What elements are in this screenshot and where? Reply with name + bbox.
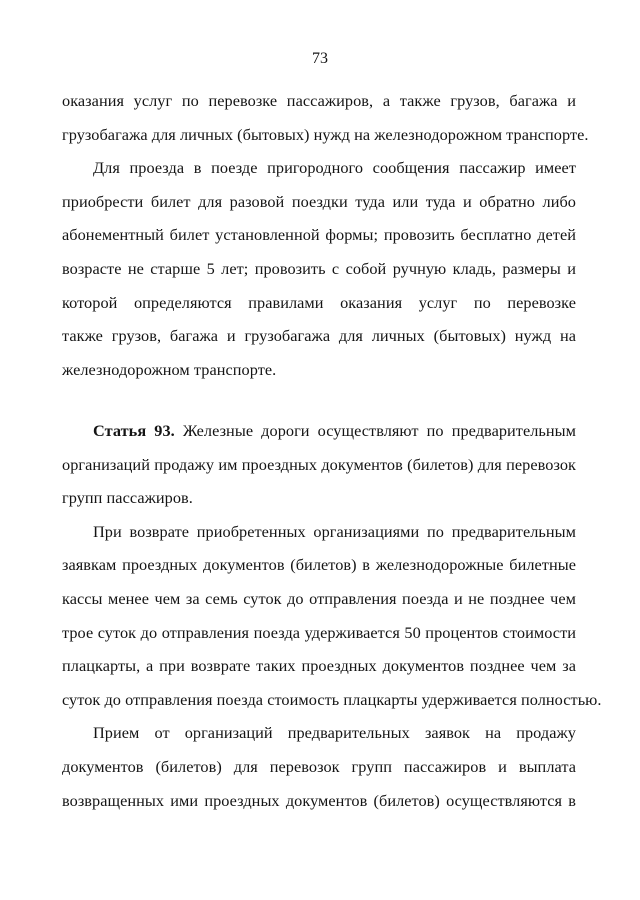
paragraph-block-1 — [62, 84, 589, 386]
text-line: При возврате приобретенных организациями по предварительным — [93, 521, 576, 541]
text-line: возвращенных ими проездных документов (билетов) осуществляются в — [62, 790, 576, 810]
text-line: оказания услуг по перевозке пассажиров, а также грузов, багажа и — [62, 91, 576, 110]
text-line: суток до отправления поезда стоимость плацкарты удерживается полностью. — [62, 689, 602, 709]
text-line: возрасте не старше 5 лет; провозить с собой ручную кладь, размеры и — [62, 258, 576, 278]
text-line: железнодорожном транспорте. — [62, 359, 277, 379]
article-93 — [62, 414, 602, 817]
text-line: заявкам проездных документов (билетов) в железнодорожные билетные — [62, 555, 576, 575]
page-number: 73 — [312, 50, 328, 67]
text-line: также грузов, багажа и грузобагажа для личных (бытовых) нужд на — [62, 326, 576, 346]
article-first-line-text: Железные дороги осуществляют по предварительным — [182, 421, 576, 440]
text-line: приобрести билет для разовой поездки туда или туда и обратно либо — [62, 191, 576, 211]
text-line: групп пассажиров. — [62, 488, 193, 508]
text-line: которой определяются правилами оказания услуг по перевозке — [62, 292, 576, 312]
text-line: Для проезда в поезде пригородного сообщения пассажир имеет — [93, 158, 576, 178]
text-line: документов (билетов) для перевозок групп пассажиров и выплата — [62, 756, 576, 776]
text-line: плацкарты, а при возврате таких проездных документов позднее чем за — [62, 656, 576, 676]
text-line: трое суток до отправления поезда удерживается 50 процентов стоимости — [62, 622, 576, 642]
article-heading: Статья 93. — [93, 421, 175, 440]
text-line: кассы менее чем за семь суток до отправления поезда и не позднее чем — [62, 588, 576, 608]
text-line: Прием от организаций предварительных заявок на продажу — [93, 723, 576, 743]
article-first-line — [62, 414, 576, 448]
text-line: организаций продажу им проездных документов (билетов) для перевозок — [62, 454, 576, 474]
text-line: абонементный билет установленной формы; провозить бесплатно детей — [62, 225, 576, 245]
text-line: грузобагажа для личных (бытовых) нужд на железнодорожном транспорте. — [62, 124, 589, 144]
